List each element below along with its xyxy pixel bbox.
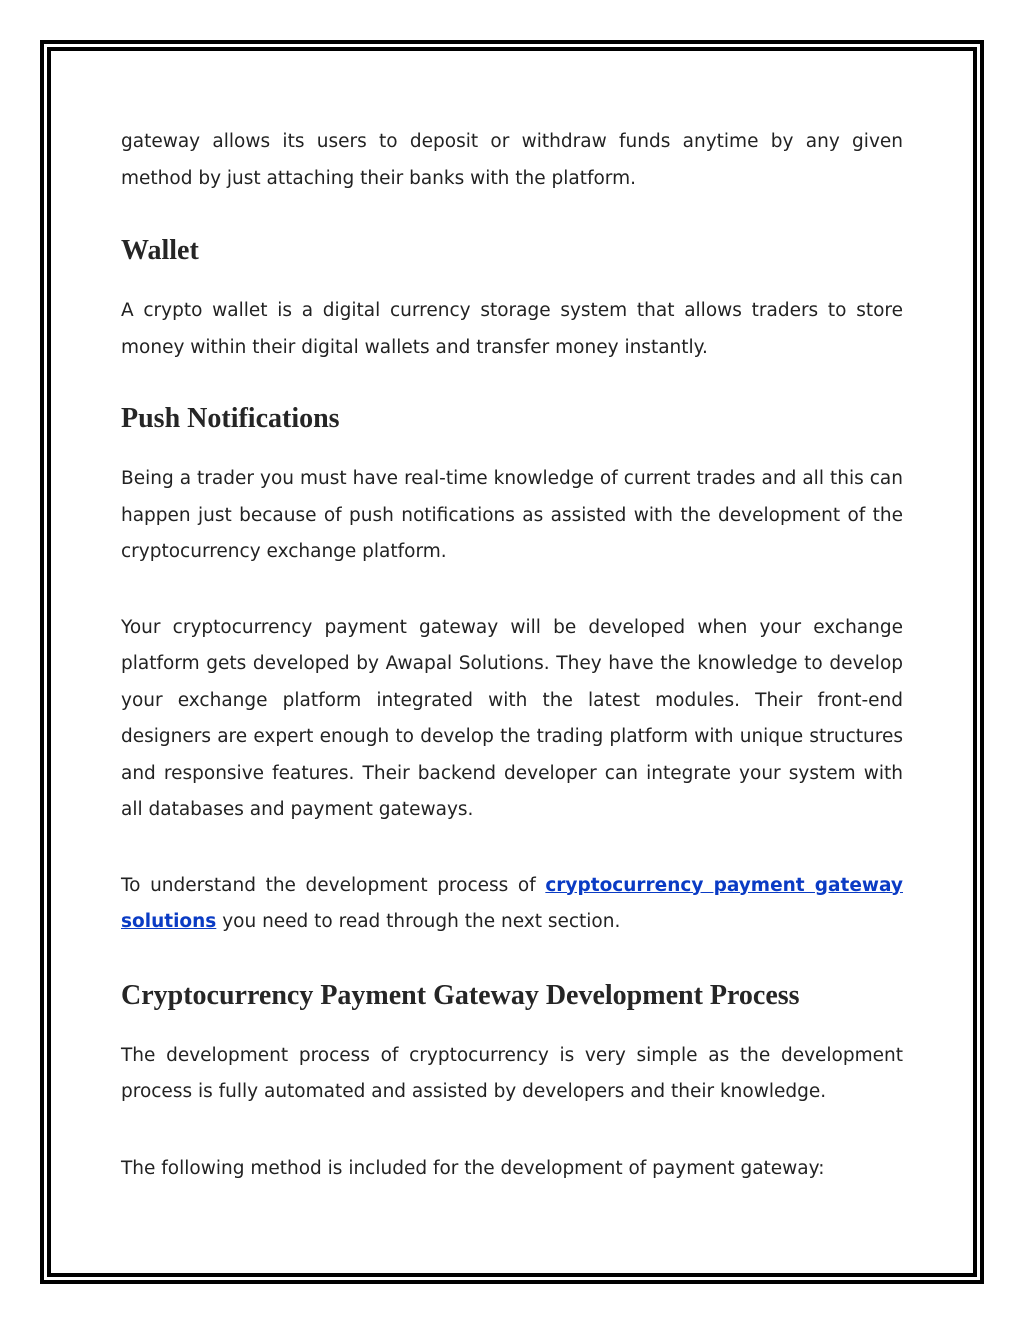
push-notifications-paragraph: Being a trader you must have real-time knowledge of current trades and all this can happen just because of push notifications as assisted with the development of the cryptocurrency exchange platform. xyxy=(121,468,903,562)
document-body xyxy=(121,124,903,1187)
development-process-heading: Cryptocurrency Payment Gateway Development Process xyxy=(121,979,800,1011)
awapal-paragraph: Your cryptocurrency payment gateway will be developed when your exchange platform gets developed by Awapal Solutions. They have the knowledge to develop your exchange platform integrated with the latest modules. Their front-end designers are expert enough to develop the trading platform with unique structures and responsive features. Their backend developer can integrate your system with all databases and payment gateways. xyxy=(121,616,903,820)
development-process-paragraph: The development process of cryptocurrency is very simple as the development process is fully automated and assisted by developers and their knowledge. xyxy=(121,1044,903,1102)
following-method-paragraph: The following method is included for the development of payment gateway: xyxy=(121,1157,825,1179)
understand-text-before: To understand the development process of xyxy=(121,874,546,896)
intro-paragraph: gateway allows its users to deposit or withdraw funds anytime by any given method by just attaching their banks with the platform. xyxy=(121,131,903,189)
wallet-heading: Wallet xyxy=(121,235,199,266)
understand-paragraph xyxy=(121,868,903,941)
push-notifications-heading: Push Notifications xyxy=(121,403,340,434)
payment-gateway-solutions-link[interactable]: cryptocurrency payment gateway solutions xyxy=(121,874,903,932)
wallet-paragraph: A crypto wallet is a digital currency storage system that allows traders to store money within their digital wallets and transfer money instantly. xyxy=(121,300,903,358)
understand-text-after: you need to read through the next section. xyxy=(216,911,621,932)
